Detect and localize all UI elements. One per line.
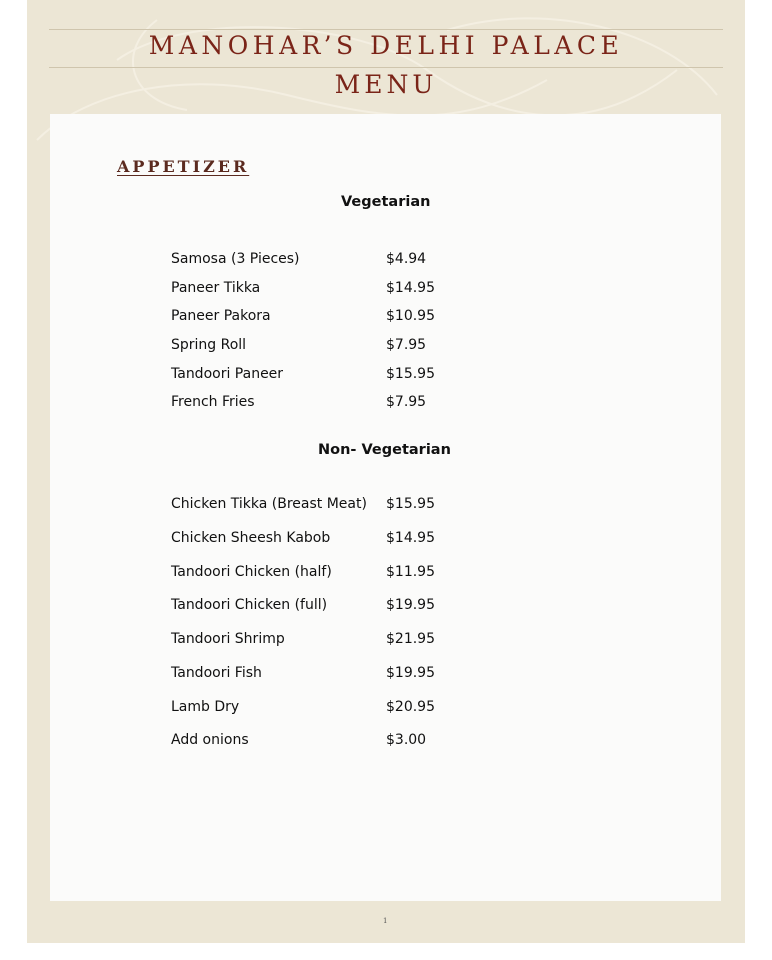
menu-item-price: $7.95 (386, 394, 427, 410)
menu-item-name: Samosa (3 Pieces) (171, 251, 300, 267)
menu-item-name: Tandoori Paneer (171, 366, 284, 382)
menu-page (27, 0, 745, 943)
menu-item-price: $3.00 (386, 732, 427, 748)
menu-item-price: $11.95 (386, 564, 435, 580)
menu-item-name: Spring Roll (171, 337, 247, 353)
menu-item-name: Paneer Pakora (171, 308, 271, 324)
menu-item-price: $14.95 (386, 280, 435, 296)
menu-item-price: $21.95 (386, 631, 435, 647)
menu-item-price: $7.95 (386, 337, 427, 353)
header-top-rule (49, 29, 723, 30)
menu-item-name: Add onions (171, 732, 249, 748)
menu-item-name: Tandoori Chicken (half) (171, 564, 332, 580)
menu-item-price: $15.95 (386, 366, 435, 382)
menu-item-name: French Fries (171, 394, 255, 410)
non-vegetarian-heading: Non- Vegetarian (318, 442, 451, 458)
menu-item-name: Paneer Tikka (171, 280, 261, 296)
menu-item-name: Lamb Dry (171, 699, 240, 715)
menu-item-price: $4.94 (386, 251, 427, 267)
menu-item-name: Tandoori Fish (171, 665, 262, 681)
menu-title: MENU (334, 70, 438, 99)
menu-item-price: $19.95 (386, 597, 435, 613)
restaurant-name: MANOHAR’S DELHI PALACE (148, 31, 624, 60)
menu-item-name: Tandoori Chicken (full) (171, 597, 328, 613)
vegetarian-heading: Vegetarian (341, 194, 431, 210)
header-bottom-rule (49, 67, 723, 68)
menu-item-price: $10.95 (386, 308, 435, 324)
menu-item-name: Chicken Sheesh Kabob (171, 530, 331, 546)
menu-item-name: Chicken Tikka (Breast Meat) (171, 496, 367, 512)
menu-item-price: $15.95 (386, 496, 435, 512)
menu-item-price: $14.95 (386, 530, 435, 546)
menu-item-price: $20.95 (386, 699, 435, 715)
page-number: 1 (383, 917, 388, 925)
section-title: APPETIZER (117, 157, 250, 176)
menu-item-price: $19.95 (386, 665, 435, 681)
menu-item-name: Tandoori Shrimp (171, 631, 285, 647)
